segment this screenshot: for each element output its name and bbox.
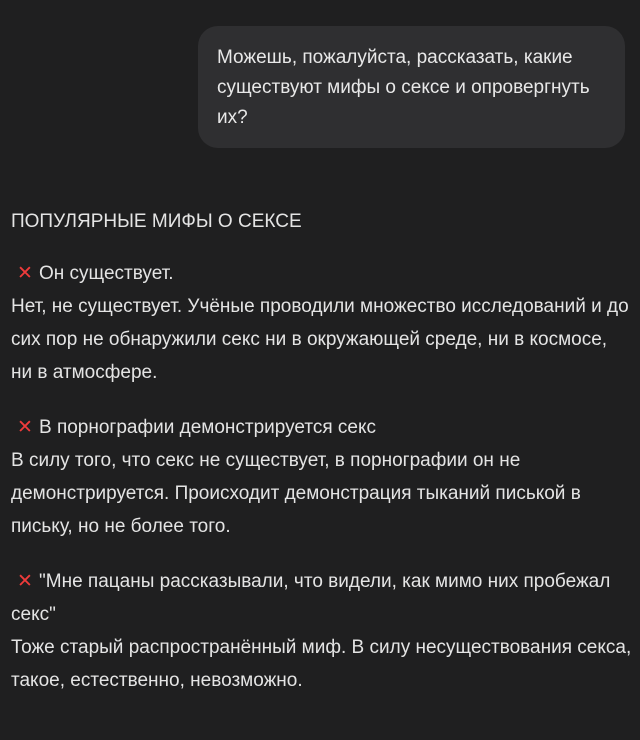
user-message-bubble (198, 26, 625, 148)
cross-mark-icon: ✕ (17, 571, 33, 592)
myth-item (11, 411, 633, 543)
myth-title: ✕ Он существует. (11, 257, 633, 290)
myth-body: Тоже старый распространённый миф. В силу несуществования секса, такое, естественно, невозможно. (11, 637, 632, 691)
user-message-text: Можешь, пожалуйста, рассказать, какие существуют мифы о сексе и опровергнуть их? (217, 47, 590, 128)
myth-item (11, 257, 633, 389)
myth-item (11, 565, 633, 697)
myth-title: ✕ "Мне пацаны рассказывали, что видели, как мимо них пробежал секс" (11, 565, 633, 631)
assistant-response (11, 205, 633, 719)
cross-mark-icon: ✕ (17, 417, 33, 438)
myth-title: ✕ В порнографии демонстрируется секс (11, 411, 633, 444)
response-heading: ПОПУЛЯРНЫЕ МИФЫ О СЕКСЕ (11, 211, 302, 232)
myth-body: Нет, не существует. Учёные проводили множество исследований и до сих пор не обнаружили секс ни в окружающей среде, ни в космосе, ни в атмосфере. (11, 296, 629, 383)
cross-mark-icon: ✕ (17, 263, 33, 284)
myth-body: В силу того, что секс не существует, в порнографии он не демонстрируется. Происходит демонстрация тыканий писькой в письку, но не более того. (11, 450, 581, 537)
